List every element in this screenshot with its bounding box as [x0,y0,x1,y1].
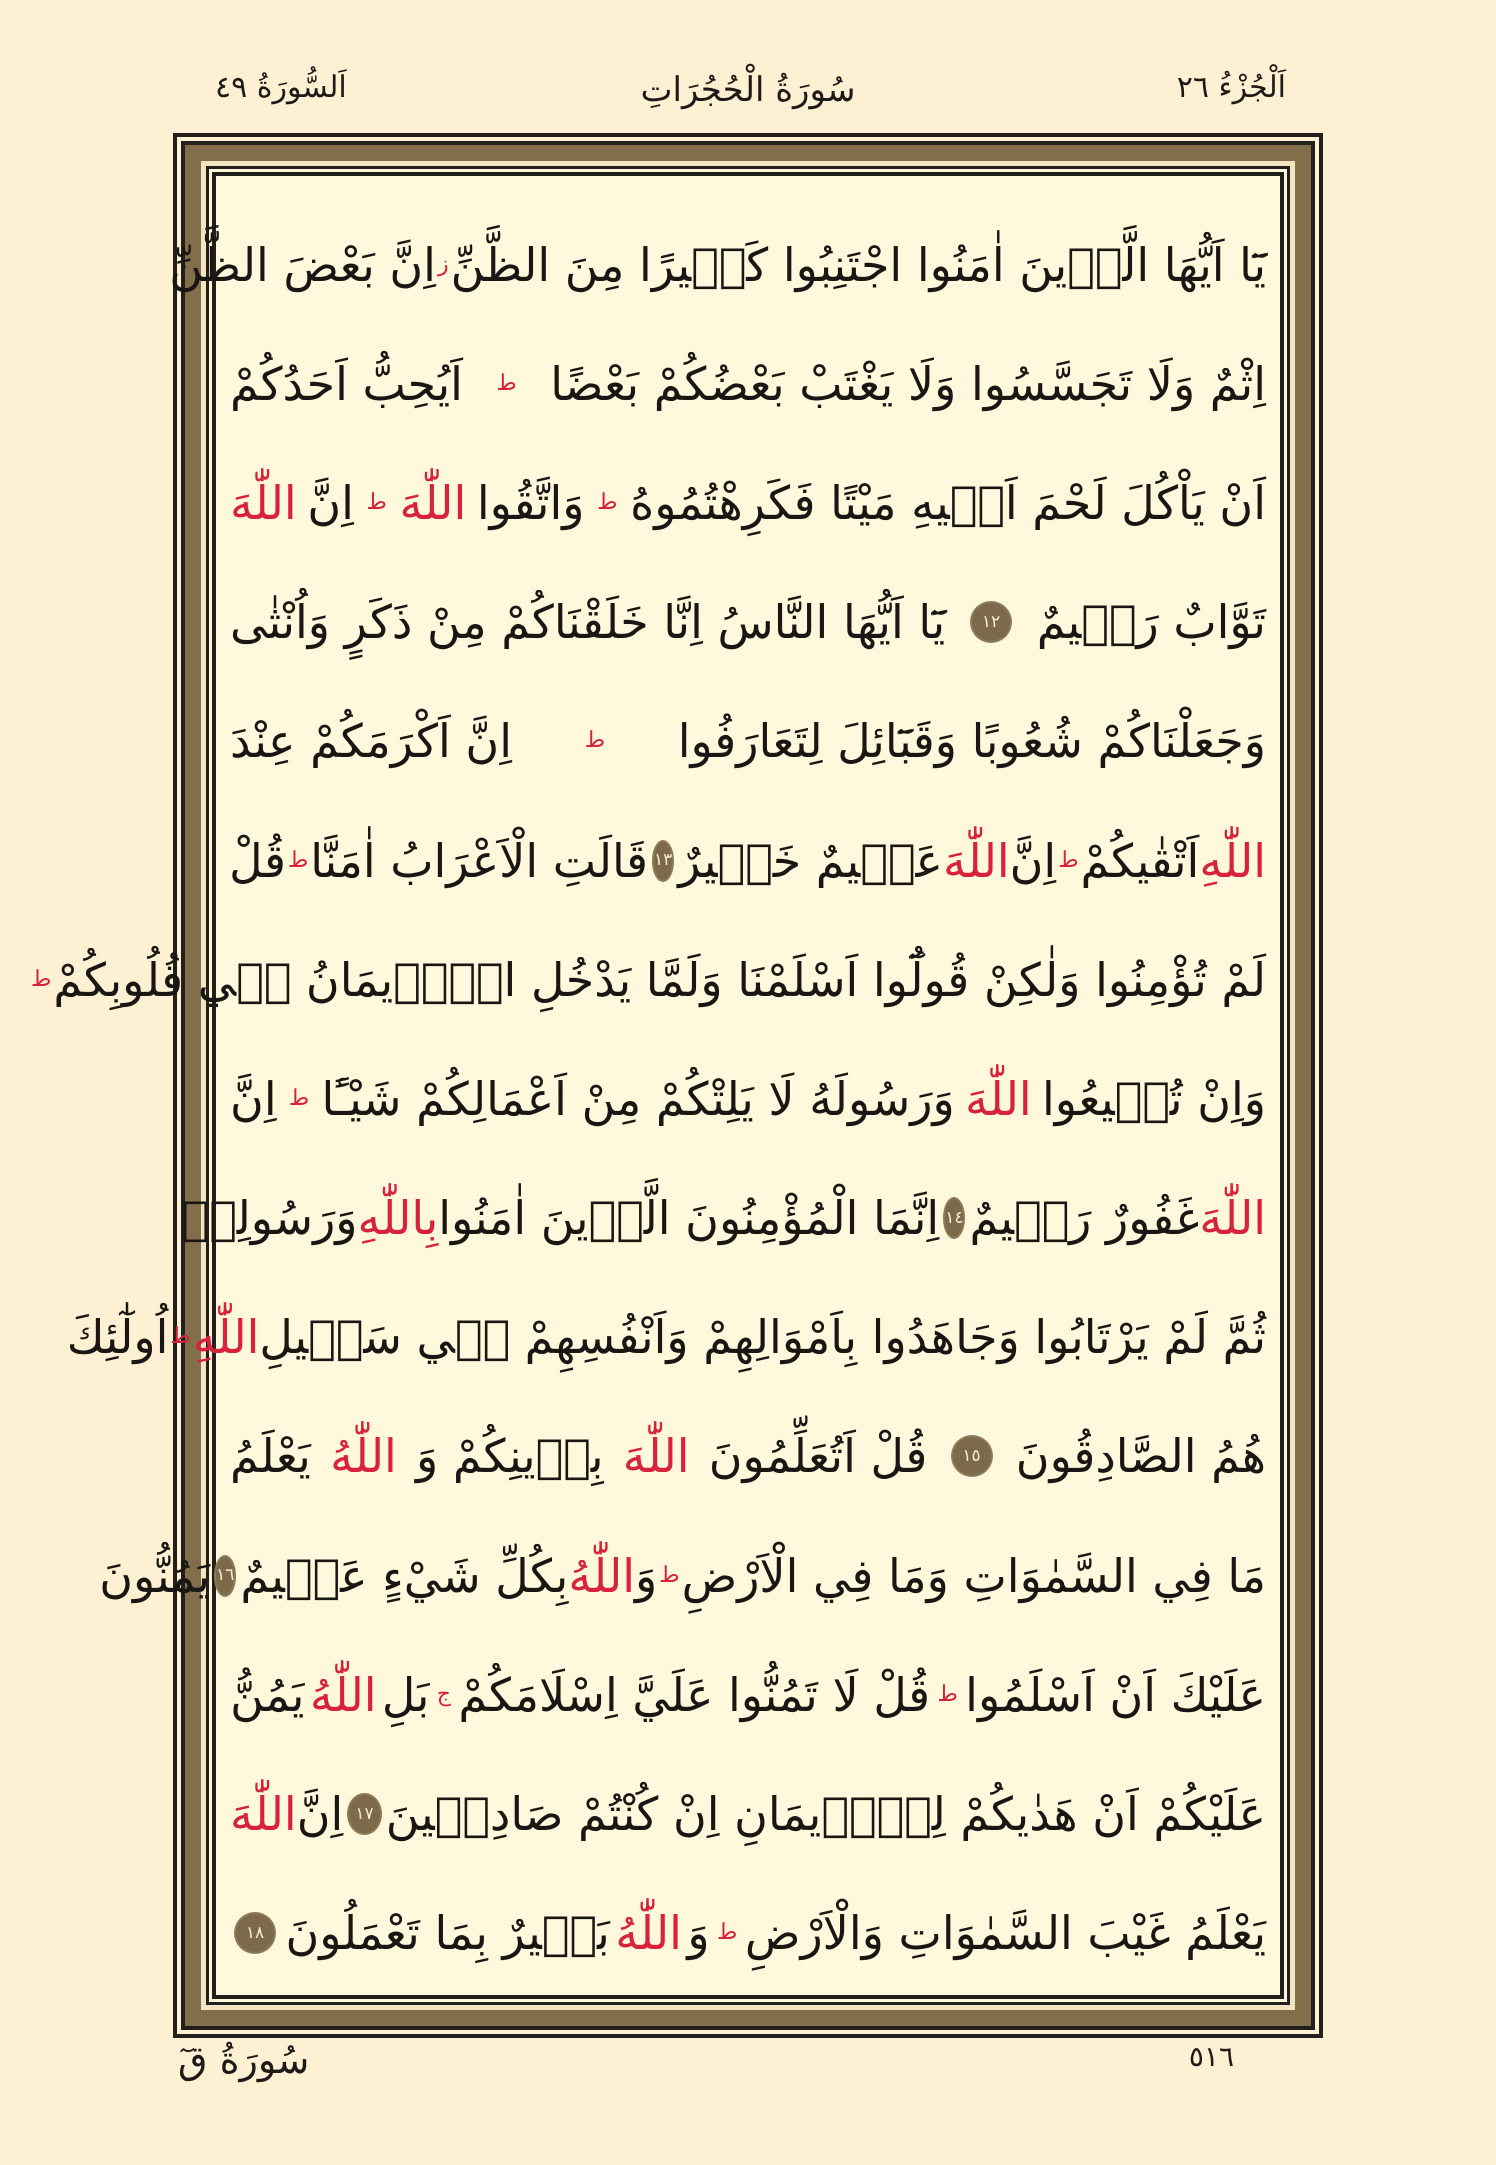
verse-text: عَلَيْكُمْ اَنْ هَدٰيكُمْ لِلْاٖيمَانِ اِنْ كُنْتُمْ صَادِقٖينَ [385,1787,1266,1842]
divine-name-word: اللّٰهَ [399,475,467,530]
verse-text: اِنَّ [1009,833,1057,888]
surah-number-label: اَلسُّورَةُ ٤٩ [215,70,347,105]
divine-name-word: اللّٰهُ [615,1906,682,1961]
ayah-number-marker: ١٤ [945,1199,963,1237]
text-line [230,563,1266,682]
text-line [230,1039,1266,1158]
verse-text: يَمُنُّ [230,1667,305,1722]
verse-text: وَرَسُولَهُ لَا يَلِتْكُمْ مِنْ اَعْمَالِكُمْ شَيْـًٔا [321,1071,955,1126]
verse-text: بِدٖينِكُمْ وَ [416,1429,604,1484]
verse-text: اَتْقٰيكُمْ [1080,833,1200,888]
page-number: ٥١٦ [1188,2040,1234,2073]
verse-text: قُلْ اَتُعَلِّمُونَ [708,1429,928,1484]
text-line [230,801,1266,920]
verse-text: اِنَّمَا الْمُؤْمِنُونَ الَّذٖينَ اٰمَنُوا [438,1191,940,1246]
text-line [66,1278,1266,1397]
divine-name-word: اللّٰهَ [964,1071,1032,1126]
waqf-stop-mark: ج [436,1681,451,1707]
verse-text: اَيُحِبُّ اَحَدُكُمْ [230,356,463,411]
waqf-stop-mark: ط [659,1562,680,1588]
waqf-stop-mark: ط [288,1085,310,1111]
waqf-stop-mark: ط [366,489,387,515]
text-line [169,205,1266,324]
divine-name-word: اللّٰهُ [309,1667,377,1722]
text-line [230,682,1266,801]
verse-text: غَفُورٌ رَحٖيمٌ [969,1191,1200,1246]
divine-name-word: اللّٰهَ [230,475,297,530]
next-surah-catchword [178,2038,309,2082]
juz-label: اَلْجُزْءُ ٢٦ [1176,70,1286,105]
verse-text: اِنَّ بَعْضَ الظَّنِّ [169,237,436,292]
text-line [230,324,1266,443]
verse-text: يَمُنُّونَ [99,1548,211,1603]
next-surah-label: سُورَةُ [219,2038,310,2082]
divine-name-word: اللّٰهِ [1199,833,1266,888]
verse-text: وَرَسُولِهٖ [181,1191,358,1246]
waqf-stop-mark: ط [287,847,309,873]
verse-text: مَا فِي السَّمٰوَاتِ وَمَا فِي الْاَرْضِ [681,1548,1266,1603]
verse-text: وَجَعَلْنَاكُمْ شُعُوبًا وَقَبَٓائِلَ لِتَعَارَفُوا [677,714,1266,769]
divine-name-word: اللّٰهُ [568,1548,635,1603]
verse-text: عَلَيْكَ اَنْ اَسْلَمُوا [965,1667,1266,1722]
verse-text: اِنَّ اَكْرَمَكُمْ عِنْدَ [230,714,512,769]
ayah-number-marker: ١٨ [236,1914,274,1952]
divine-name-word: بِاللّٰهِ [357,1191,439,1246]
verse-text: قُلْ لَا تَمُنُّوا عَلَيَّ اِسْلَامَكُمْ [458,1667,931,1722]
waqf-stop-mark: ز [437,251,449,277]
verse-text: بَلِ [381,1667,430,1722]
verse-text: اِنَّ [230,1071,277,1126]
divine-name-word: اللّٰهِ [192,1310,260,1365]
verse-text: وَاتَّقُوا [476,475,585,530]
verse-text: اِنَّ [307,475,354,530]
waqf-stop-mark: ط [584,728,606,754]
divine-name-word: اللّٰهَ [942,833,1010,888]
waqf-stop-mark: ط [937,1681,958,1707]
text-line [181,1159,1266,1278]
divine-name-word: اللّٰهَ [622,1429,690,1484]
verse-text: يَعْلَمُ غَيْبَ السَّمٰوَاتِ وَالْاَرْضِ [744,1906,1266,1961]
text-line [99,1516,1266,1635]
text-line [230,1635,1266,1754]
ayah-number-marker: ١٣ [654,842,672,880]
waqf-stop-mark: ط [170,1324,191,1350]
waqf-stop-mark: ط [717,1920,738,1946]
verse-text: ثُمَّ لَمْ يَرْتَابُوا وَجَاهَدُوا بِاَمْوَالِهِمْ وَاَنْفُسِهِمْ فٖي سَبٖيلِ [259,1310,1266,1365]
verse-text: وَ [635,1548,658,1603]
surah-title: سُورَةُ الْحُجُرَاتِ [640,70,856,110]
divine-name-word: اللّٰهَ [230,1787,297,1842]
verse-text: اُولٰٓئِكَ [66,1310,169,1365]
text-line [230,1874,1266,1993]
text-line [230,443,1266,562]
verse-text: قُلْ [229,833,286,888]
ayah-number-marker: ١٦ [216,1557,234,1595]
quran-text-panel [30,205,1266,1995]
verse-text: اَنْ يَاْكُلَ لَحْمَ اَخٖيهِ مَيْتًا فَكَرِهْتُمُوهُ [630,475,1266,530]
verse-text: بَصٖيرٌ بِمَا تَعْمَلُونَ [285,1906,610,1961]
divine-name-word: اللّٰهَ [1199,1191,1266,1246]
verse-text: هُمُ الصَّادِقُونَ [1015,1429,1266,1484]
text-line [230,1754,1266,1873]
verse-text: وَ [687,1906,710,1961]
verse-text: اِنَّ [296,1787,344,1842]
waqf-stop-mark: ط [597,489,618,515]
verse-text: يَٓا اَيُّهَا النَّاسُ اِنَّا خَلَقْنَاكُمْ مِنْ ذَكَرٍ وَاُنْثٰى [230,595,946,650]
waqf-stop-mark: ط [496,370,517,396]
verse-text: تَوَّابٌ رَحٖيمٌ [1036,595,1266,650]
ayah-number-marker: ١٢ [972,603,1010,641]
page-header [0,62,1496,122]
verse-text: بِكُلِّ شَيْءٍ عَلٖيمٌ [240,1548,569,1603]
verse-text: اِثْمٌ وَلَا تَجَسَّسُوا وَلَا يَغْتَبْ بَعْضُكُمْ بَعْضًا [550,356,1266,411]
verse-text: عَلٖيمٌ خَبٖيرٌ [678,833,943,888]
waqf-stop-mark: ط [30,966,52,992]
text-line [230,1397,1266,1516]
verse-text: يَٓا اَيُّهَا الَّذٖينَ اٰمَنُوا اجْتَنِبُوا كَثٖيرًا مِنَ الظَّنِّ [450,237,1266,292]
next-surah-name: قٓ [178,2038,208,2082]
text-line [30,920,1266,1039]
verse-text: يَعْلَمُ [230,1429,311,1484]
divine-name-word: اللّٰهُ [330,1429,397,1484]
verse-text: وَاِنْ تُطٖيعُوا [1041,1071,1266,1126]
ayah-number-marker: ١٧ [349,1795,380,1833]
waqf-stop-mark: ط [1058,847,1079,873]
verse-text: قَالَتِ الْاَعْرَابُ اٰمَنَّا [310,833,648,888]
verse-text: لَمْ تُؤْمِنُوا وَلٰكِنْ قُولُٓوا اَسْلَمْنَا وَلَمَّا يَدْخُلِ الْاٖيمَانُ فٖي قُلُوبِكُمْ [53,952,1266,1007]
ayah-number-marker: ١٥ [953,1437,991,1475]
